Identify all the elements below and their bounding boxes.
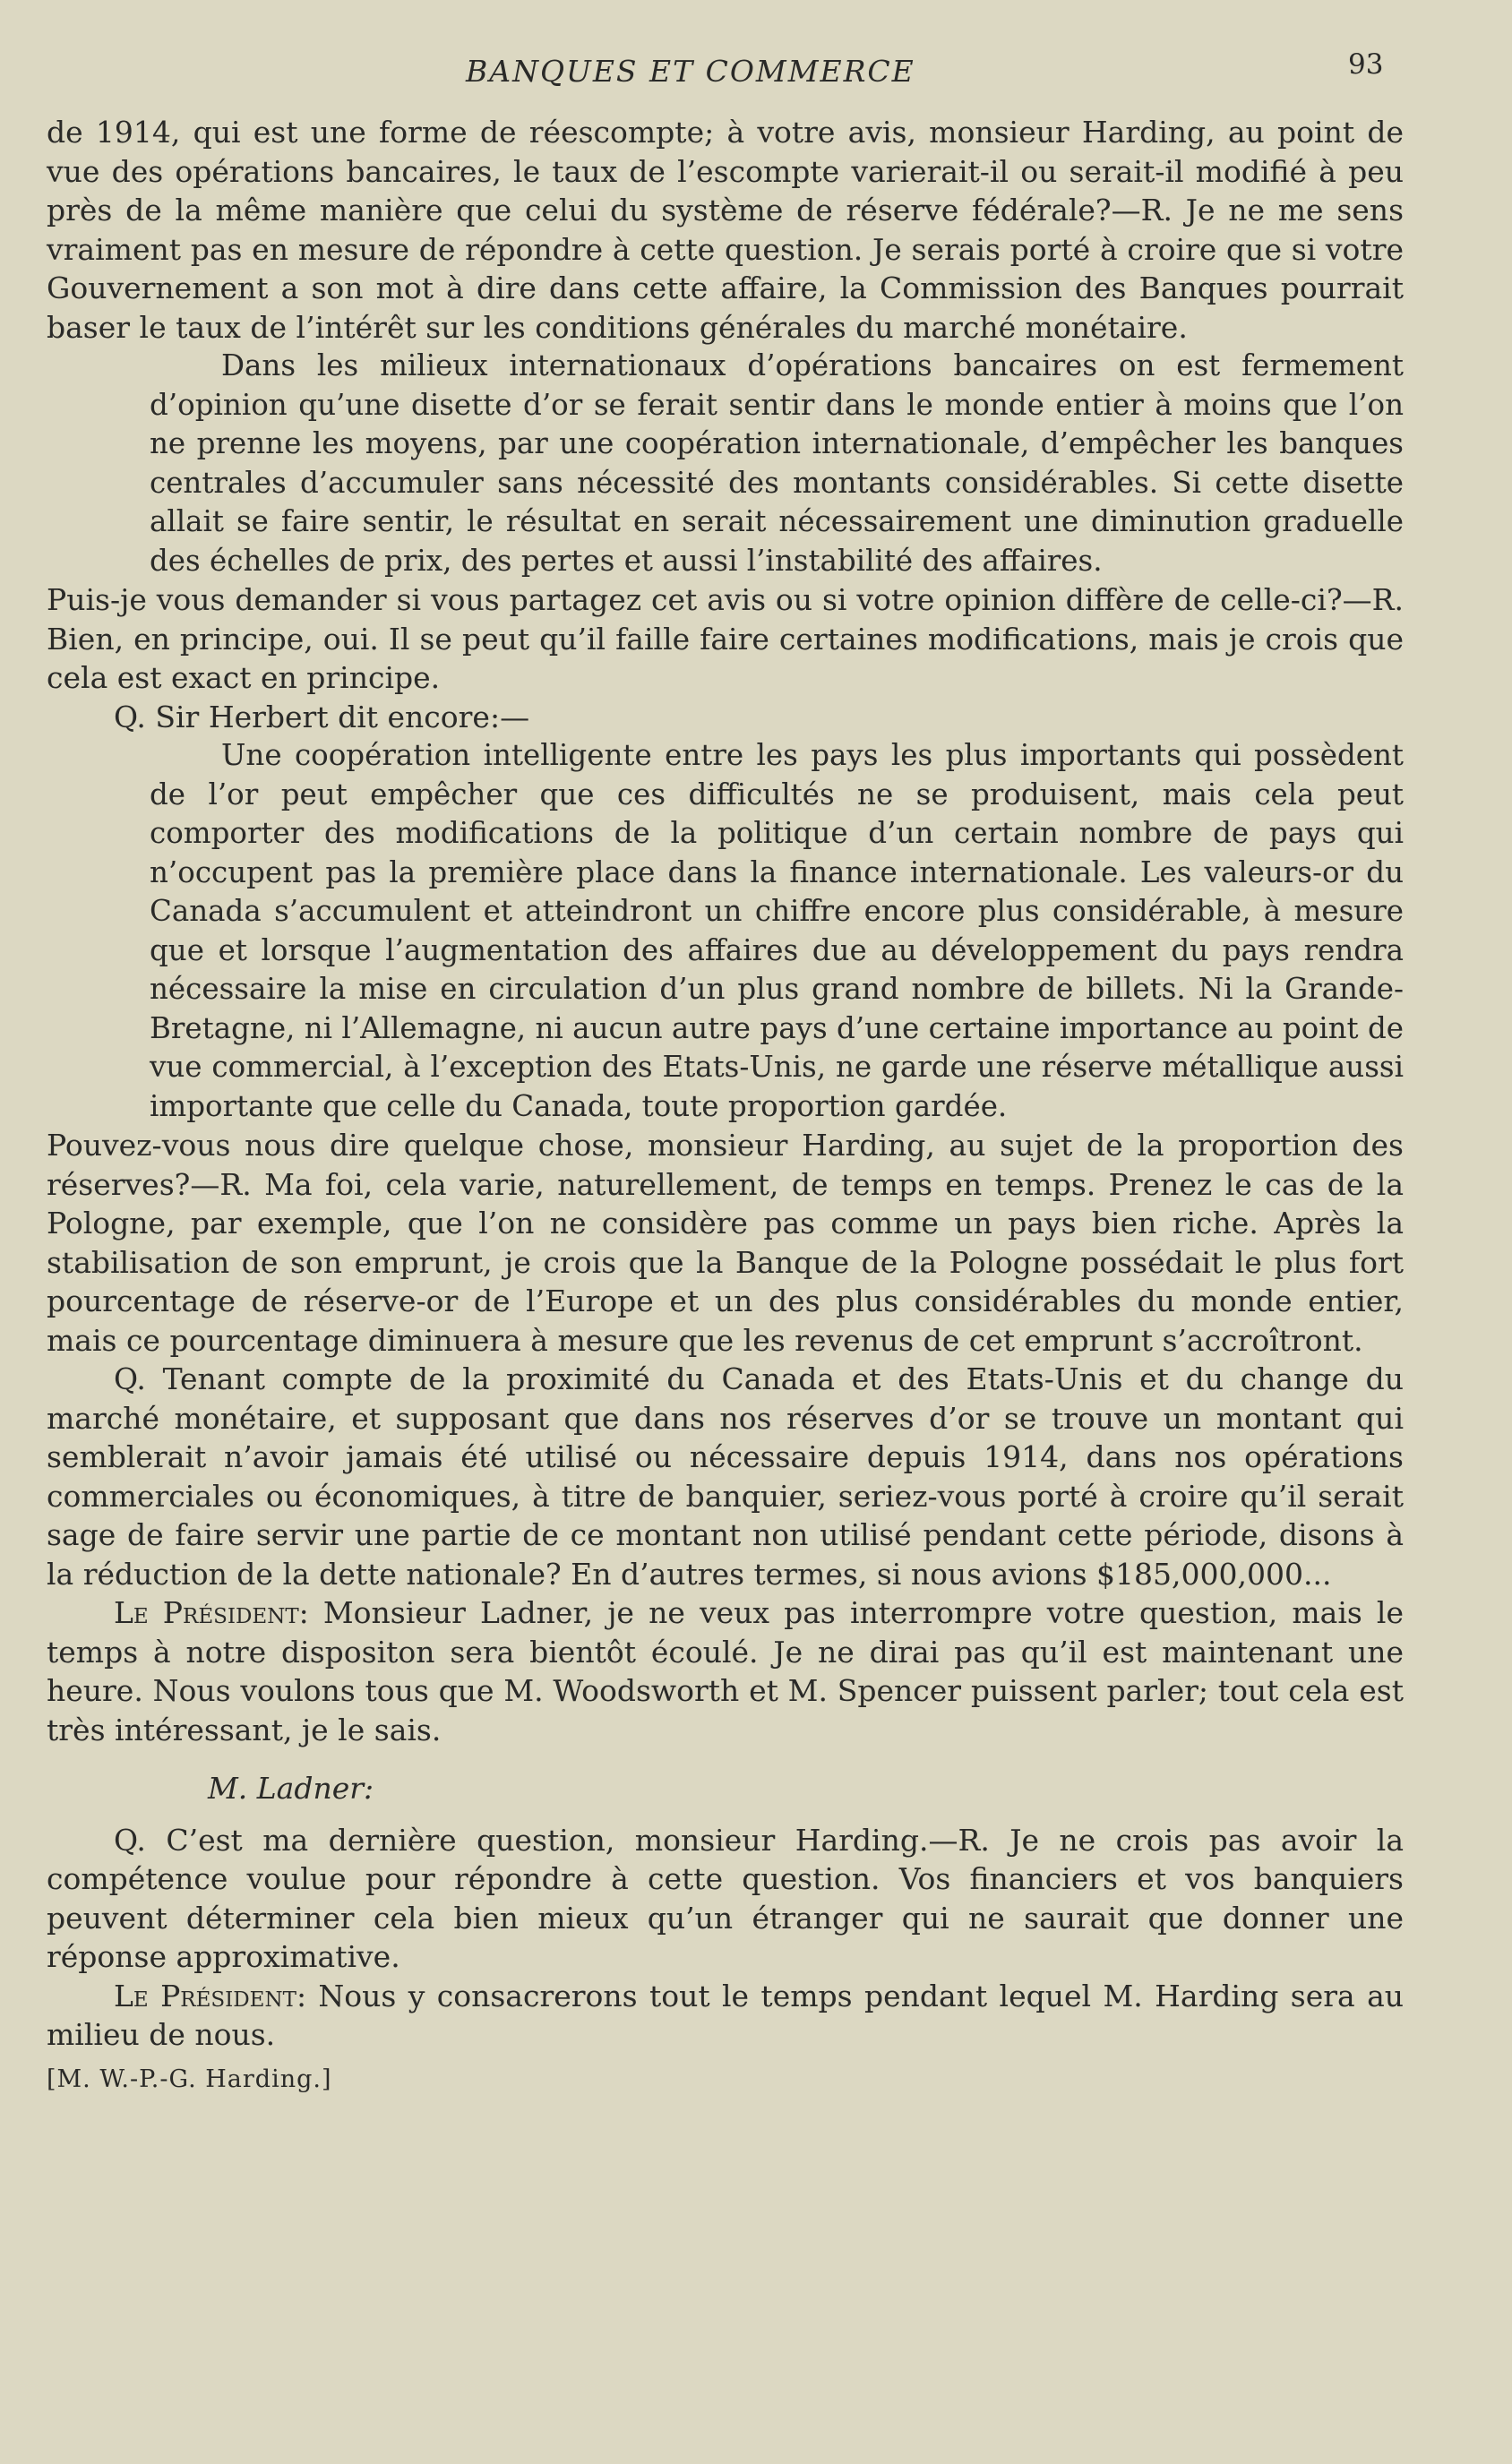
speaker-text: : Monsieur Ladner, je ne veux pas interrompre votre question, mais le temps à notre dispositon sera bientôt écoulé. Je ne dirai pas qu’il est maintenant une heure. Nous voulons tous que M. Woodsworth et M. Spencer puissent parler; tout cela est très intéressant, je le sais. [47,1595,1404,1747]
paragraph-5: Q. Tenant compte de la proximité du Canada et des Etats-Unis et du change du marché monétaire, et supposant que dans nos réserves d’or se trouve un montant qui semblerait n’avoir jamais été utilisé ou nécessaire depuis 1914, dans nos opérations commerciales ou économiques, à titre de banquier, seriez-vous porté à croire qu’il serait sage de faire servir une partie de ce montant non utilisé pendant cette période, disons à la réduction de la dette nationale? En d’autres termes, si nous avions $185,000,000... [47,1361,1404,1592]
quotation-2: Une coopération intelligente entre les pays les plus importants qui possèdent de l’or peut empêcher que ces difficultés ne se produisent, mais cela peut comporter des modifications de la politique d’un certain nombre de pays qui n’occupent pas la première place dans la finance internationale. Les valeurs-or du Canada s’accumulent et atteindront un chiffre encore plus considérable, à mesure que et lorsque l’augmentation des affaires due au développement du pays rendra nécessaire la mise en circulation d’un plus grand nombre de billets. Ni la Grande-Bretagne, ni l’Allemagne, ni aucun autre pays d’une certaine importance au point de vue commercial, à l’exception des Etats-Unis, ne garde une réserve métallique aussi importante que celle du Canada, toute proportion gardée. [150,738,1404,1123]
running-title: BANQUES ET COMMERCE [466,54,915,89]
paragraph-2: Puis-je vous demander si vous partagez cet avis ou si votre opinion diffère de celle-ci?—R. Bien, en principe, oui. Il se peut qu’il faille faire certaines modifications, mais je crois que cela est exact en principe. [47,582,1404,695]
paragraph-4: Pouvez-vous nous dire quelque chose, monsieur Harding, au sujet de la proportion des réserves?—R. Ma foi, cela varie, naturellement, de temps en temps. Prenez le cas de la Pologne, par exemple, que l’on ne considère pas comme un pays bien riche. Après la stabilisation de son emprunt, je crois que la Banque de la Pologne possédait le plus fort pourcentage de réserve-or de l’Europe et un des plus considérables du monde entier, mais ce pourcentage diminuera à mesure que les revenus de cet emprunt s’accroîtront. [47,1128,1404,1358]
paragraph-8 [47,1977,1404,2055]
quotation-1: Dans les milieux internationaux d’opérations bancaires on est fermement d’opinion qu’une disette d’or se ferait sentir dans le monde entier à moins que l’on ne prenne les moyens, par une coopération internationale, d’empêcher les banques centrales d’accumuler sans nécessité des montants considérables. Si cette disette allait se faire sentir, le résultat en serait nécessairement une diminution graduelle des échelles de prix, des pertes et aussi l’instabilité des affaires. [150,348,1404,578]
speaker-label: Le Président [114,1978,296,2013]
signature: [M. W.-P.-G. Harding.] [47,2065,332,2093]
paragraph-7: Q. C’est ma dernière question, monsieur Harding.—R. Je ne crois pas avoir la compétence voulue pour répondre à cette question. Vos financiers et vos banquiers peuvent déterminer cela bien mieux qu’un étranger qui ne saurait que donner une réponse approximative. [47,1822,1404,1974]
paragraph-1: de 1914, qui est une forme de réescompte; à votre avis, monsieur Harding, au point de vue des opérations bancaires, le taux de l’escompte varierait-il ou serait-il modifié à peu près de la même manière que celui du système de réserve fédérale?—R. Je ne me sens vraiment pas en mesure de répondre à cette question. Je serais porté à croire que si votre Gouvernement a son mot à dire dans cette affaire, la Commission des Banques pourrait baser le taux de l’intérêt sur les conditions générales du marché monétaire. [47,115,1404,345]
speaker-label: Le Président [114,1595,299,1630]
speaker-text: : Nous y consacrerons tout le temps pendant lequel M. Harding sera au milieu de nous. [47,1978,1404,2052]
paragraph-6 [47,1593,1404,1749]
speaker-heading: M. Ladner: [208,1771,374,1806]
page-number: 93 [1348,48,1384,81]
page-header [0,47,1512,91]
paragraph-3: Q. Sir Herbert dit encore:— [114,699,530,734]
page-body [47,113,1404,2099]
